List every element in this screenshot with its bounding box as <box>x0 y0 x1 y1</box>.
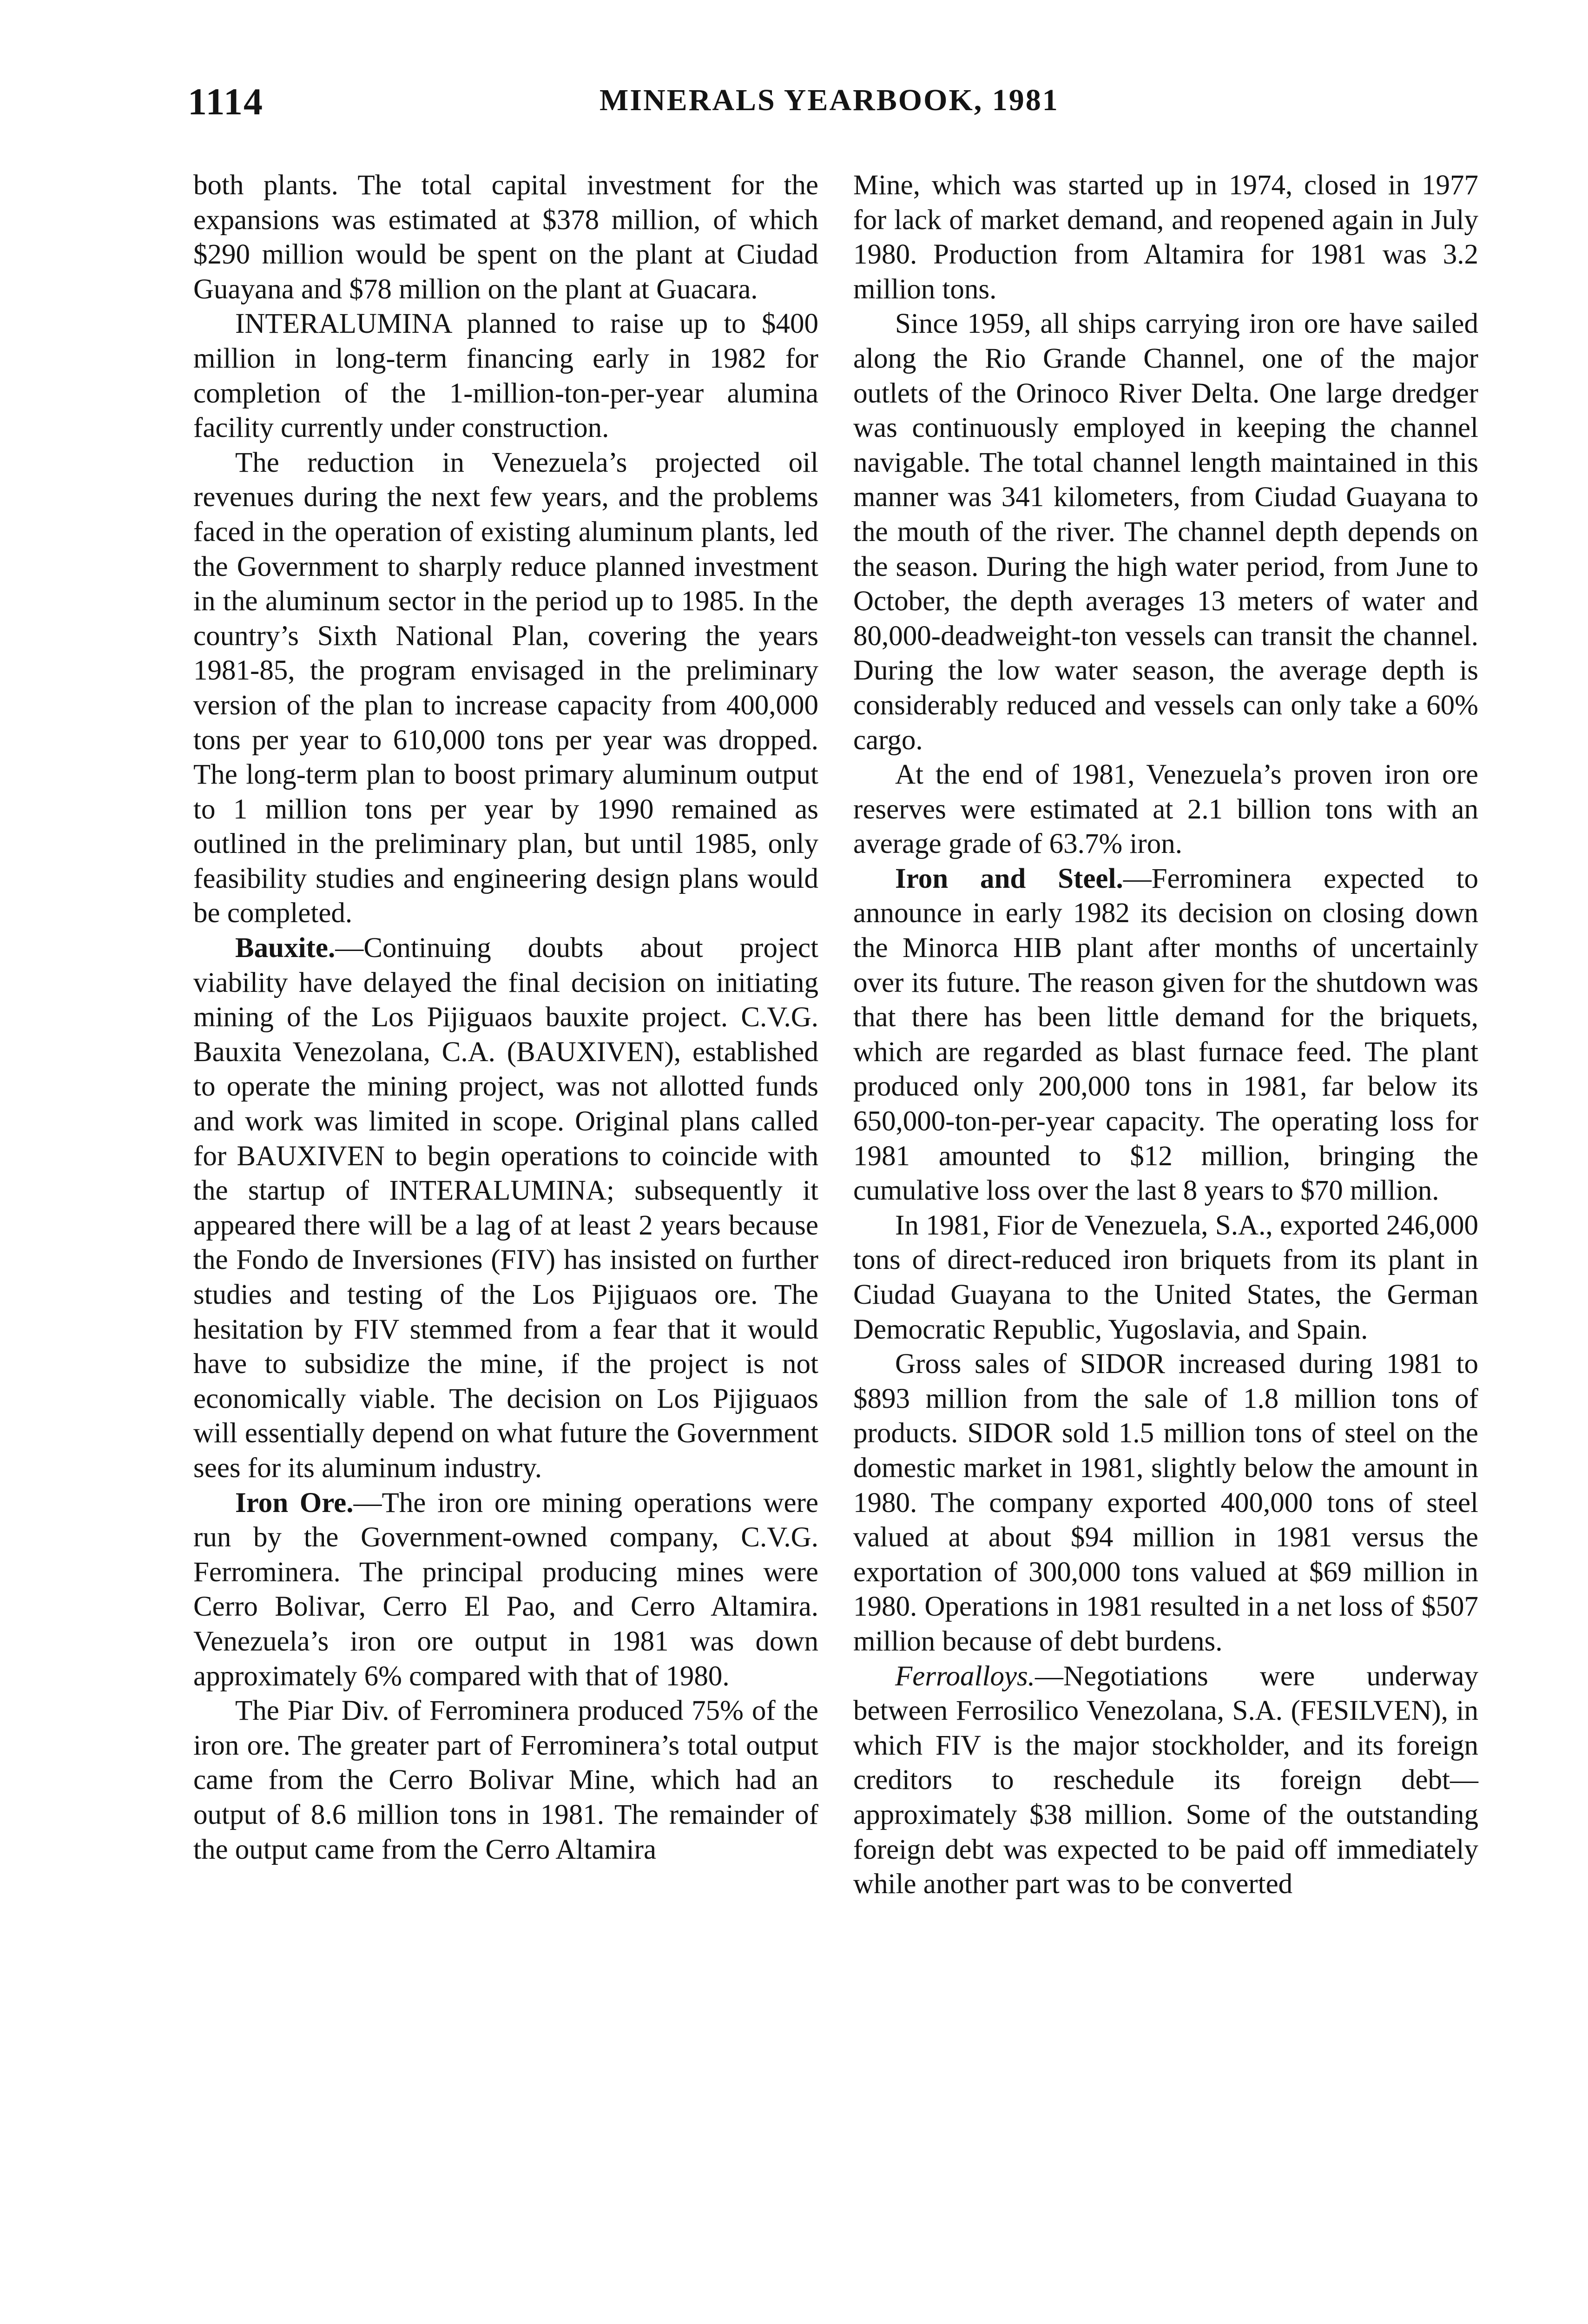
section-heading-iron-ore: Iron Ore. <box>235 1487 354 1519</box>
section-heading-iron-and-steel: Iron and Steel. <box>895 863 1123 894</box>
right-column <box>853 168 1478 1902</box>
paragraph-iron-and-steel <box>853 862 1478 1208</box>
page-number: 1114 <box>188 80 264 123</box>
section-heading-ferroalloys: Ferroalloys. <box>895 1660 1035 1692</box>
left-column <box>193 168 818 1867</box>
paragraph: The Piar Div. of Ferrominera produced 75% of the iron ore. The greater part of Ferrominera’s total output came from the Cerro Bolivar Mine, which had an output of 8.6 million tons in 1981. The remainder of the output came from the Cerro Altamira <box>193 1695 818 1865</box>
paragraph-text: —Continuing doubts about project viability have delayed the final decision on initiating mining of the Los Pijiguaos bauxite project. C.V.G. Bauxita Venezolana, C.A. (BAUXIVEN), established to operate the mining project, was not allotted funds and work was limited in scope. Original plans called for BAUXIVEN to begin operations to coincide with the startup of INTERALUMINA; subsequently it appeared there will be a lag of at least 2 years because the Fondo de Inversiones (FIV) has insisted on further studies and testing of the Los Pijiguaos ore. The hesitation by FIV stemmed from a fear that it would have to subsidize the mine, if the project is not economically viable. The decision on Los Pijiguaos will essentially depend on what future the Government sees for its aluminum industry. <box>193 932 818 1484</box>
paragraph: Since 1959, all ships carrying iron ore have sailed along the Rio Grande Channel, one of the major outlets of the Orinoco River Delta. One large dredger was continuously employed in keeping the channel navigable. The total channel length maintained in this manner was 341 kilometers, from Ciudad Guayana to the mouth of the river. The channel depth depends on the season. During the high water period, from June to October, the depth averages 13 meters of water and 80,000-deadweight-ton vessels can transit the channel. During the low water season, the average depth is considerably reduced and vessels can only take a 60% cargo. <box>853 308 1478 756</box>
paragraph-text: —The iron ore mining operations were run by the Government-owned company, C.V.G. Ferrominera. The principal producing mines were Cerro Bolivar, Cerro El Pao, and Cerro Altamira. Venezuela’s iron ore output in 1981 was down approximately 6% compared with that of 1980. <box>193 1487 818 1692</box>
paragraph: At the end of 1981, Venezuela’s proven iron ore reserves were estimated at 2.1 billion tons with an average grade of 63.7% iron. <box>853 759 1478 860</box>
section-heading-bauxite: Bauxite. <box>235 932 336 964</box>
paragraph-text: —Ferrominera expected to announce in early 1982 its decision on closing down the Minorca HIB plant after months of uncertainly over its future. The reason given for the shutdown was that there has been little demand for the briquets, which are regarded as blast furnace feed. The plant produced only 200,000 tons in 1981, far below its 650,000-ton-per-year capacity. The operating loss for 1981 amounted to $12 million, bringing the cumulative loss over the last 8 years to $70 million. <box>853 863 1478 1207</box>
paragraph: Mine, which was started up in 1974, closed in 1977 for lack of market demand, and reopened again in July 1980. Production from Altamira for 1981 was 3.2 million tons. <box>853 170 1478 305</box>
paragraph-ferroalloys <box>853 1659 1478 1902</box>
running-title: MINERALS YEARBOOK, 1981 <box>600 83 1059 117</box>
paragraph: Gross sales of SIDOR increased during 1981 to $893 million from the sale of 1.8 million tons of products. SIDOR sold 1.5 million tons of steel on the domestic market in 1981, slightly below the amount in 1980. The company exported 400,000 tons of steel valued at about $94 million in 1981 versus the exportation of 300,000 tons valued at $69 million in 1980. Operations in 1981 resulted in a net loss of $507 million because of debt burdens. <box>853 1348 1478 1657</box>
paragraph-bauxite <box>193 931 818 1486</box>
paragraph: INTERALUMINA planned to raise up to $400 million in long-term financing early in 1982 for completion of the 1-million-ton-per-year alumina facility currently under construction. <box>193 308 818 444</box>
paragraph: In 1981, Fior de Venezuela, S.A., exported 246,000 tons of direct-reduced iron briquets from its plant in Ciudad Guayana to the United States, the German Democratic Republic, Yugoslavia, and Spain. <box>853 1209 1478 1345</box>
paragraph: both plants. The total capital investment for the expansions was estimated at $378 million, of which $290 million would be spent on the plant at Ciudad Guayana and $78 million on the plant at Guacara. <box>193 170 818 305</box>
paragraph-text: —Negotiations were underway between Ferrosilico Venezolana, S.A. (FESILVEN), in which FIV is the major stockholder, and its foreign creditors to reschedule its foreign debt—approximately $38 million. Some of the outstanding foreign debt was expected to be paid off immediately while another part was to be converted <box>853 1660 1478 1900</box>
paragraph: The reduction in Venezuela’s projected oil revenues during the next few years, and the problems faced in the operation of existing aluminum plants, led the Government to sharply reduce planned investment in the aluminum sector in the period up to 1985. In the country’s Sixth National Plan, covering the years 1981-85, the program envisaged in the preliminary version of the plan to increase capacity from 400,000 tons per year to 610,000 tons per year was dropped. The long-term plan to boost primary aluminum output to 1 million tons per year by 1990 remained as outlined in the preliminary plan, but until 1985, only feasibility studies and engineering design plans would be completed. <box>193 447 818 929</box>
paragraph-iron-ore <box>193 1486 818 1694</box>
